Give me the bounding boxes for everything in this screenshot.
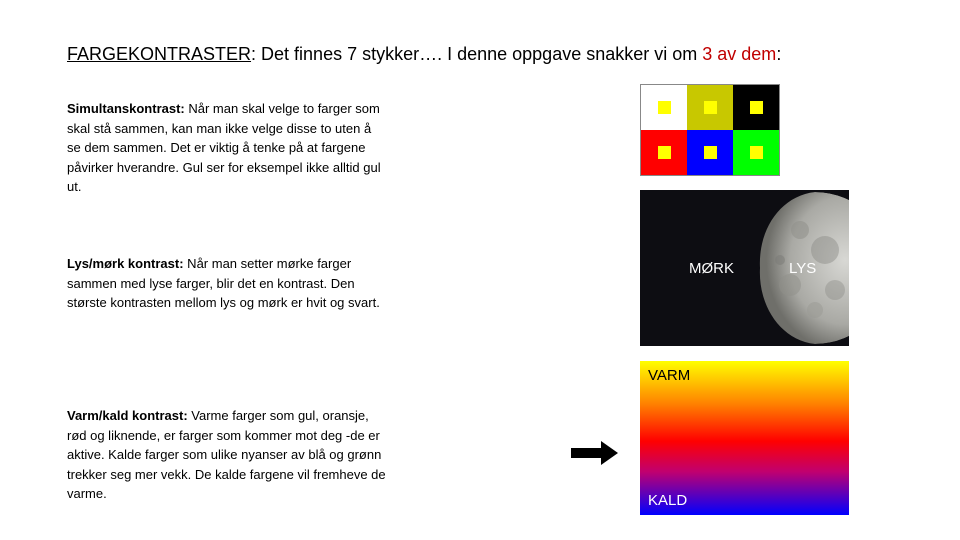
paragraph-heading: Lys/mørk kontrast: — [67, 256, 184, 271]
warm-cold-contrast-paragraph — [67, 406, 387, 504]
grid-cell — [687, 130, 733, 175]
paragraph-heading: Varm/kald kontrast: — [67, 408, 188, 423]
yellow-square — [750, 146, 763, 159]
right-arrow-icon — [571, 441, 619, 465]
title-prefix: FARGEKONTRASTER — [67, 44, 252, 64]
paragraph-text: Når man setter mørke farger sammen med lyse farger, blir det en kontrast. Den største kontrasten mellom lys og mørk er hvit og svart. — [67, 256, 380, 310]
dark-label: MØRK — [689, 260, 734, 277]
title-highlight: 3 av dem — [702, 44, 777, 64]
light-dark-contrast-paragraph — [67, 254, 387, 313]
warm-label: VARM — [648, 367, 691, 384]
grid-cell — [687, 85, 733, 130]
grid-cell — [733, 85, 779, 130]
grid-cell — [641, 130, 687, 175]
color-contrast-grid — [640, 84, 780, 176]
yellow-square — [750, 101, 763, 114]
title-middle: : Det finnes 7 stykker…. I denne oppgave snakker vi om — [251, 44, 703, 64]
warm-cold-gradient — [640, 361, 849, 515]
yellow-square — [658, 101, 671, 114]
grid-cell — [733, 130, 779, 175]
moon-graphic — [640, 190, 849, 346]
paragraph-text: Når man skal velge to farger som skal stå sammen, kan man ikke velge disse to uten å se dem sammen. Det er viktig å tenke på at fargene påvirker hverandre. Gul ser for eksempel ikke alltid gul ut. — [67, 101, 381, 194]
light-label: LYS — [789, 260, 817, 277]
yellow-square — [658, 146, 671, 159]
paragraph-text: Varme farger som gul, oransje, rød og liknende, er farger som kommer mot deg -de er aktive. Kalde farger som ulike nyanser av blå og grønn trekker seg mer vekk. De kalde fargene vil fremheve de varme. — [67, 408, 386, 501]
half-moon-image — [640, 190, 849, 346]
grid-cell — [641, 85, 687, 130]
yellow-square — [704, 146, 717, 159]
slide-title — [67, 42, 947, 66]
yellow-square — [704, 101, 717, 114]
title-suffix: : — [776, 44, 782, 64]
cold-label: KALD — [648, 492, 688, 509]
simultaneous-contrast-paragraph — [67, 99, 387, 197]
paragraph-heading: Simultanskontrast: — [67, 101, 185, 116]
